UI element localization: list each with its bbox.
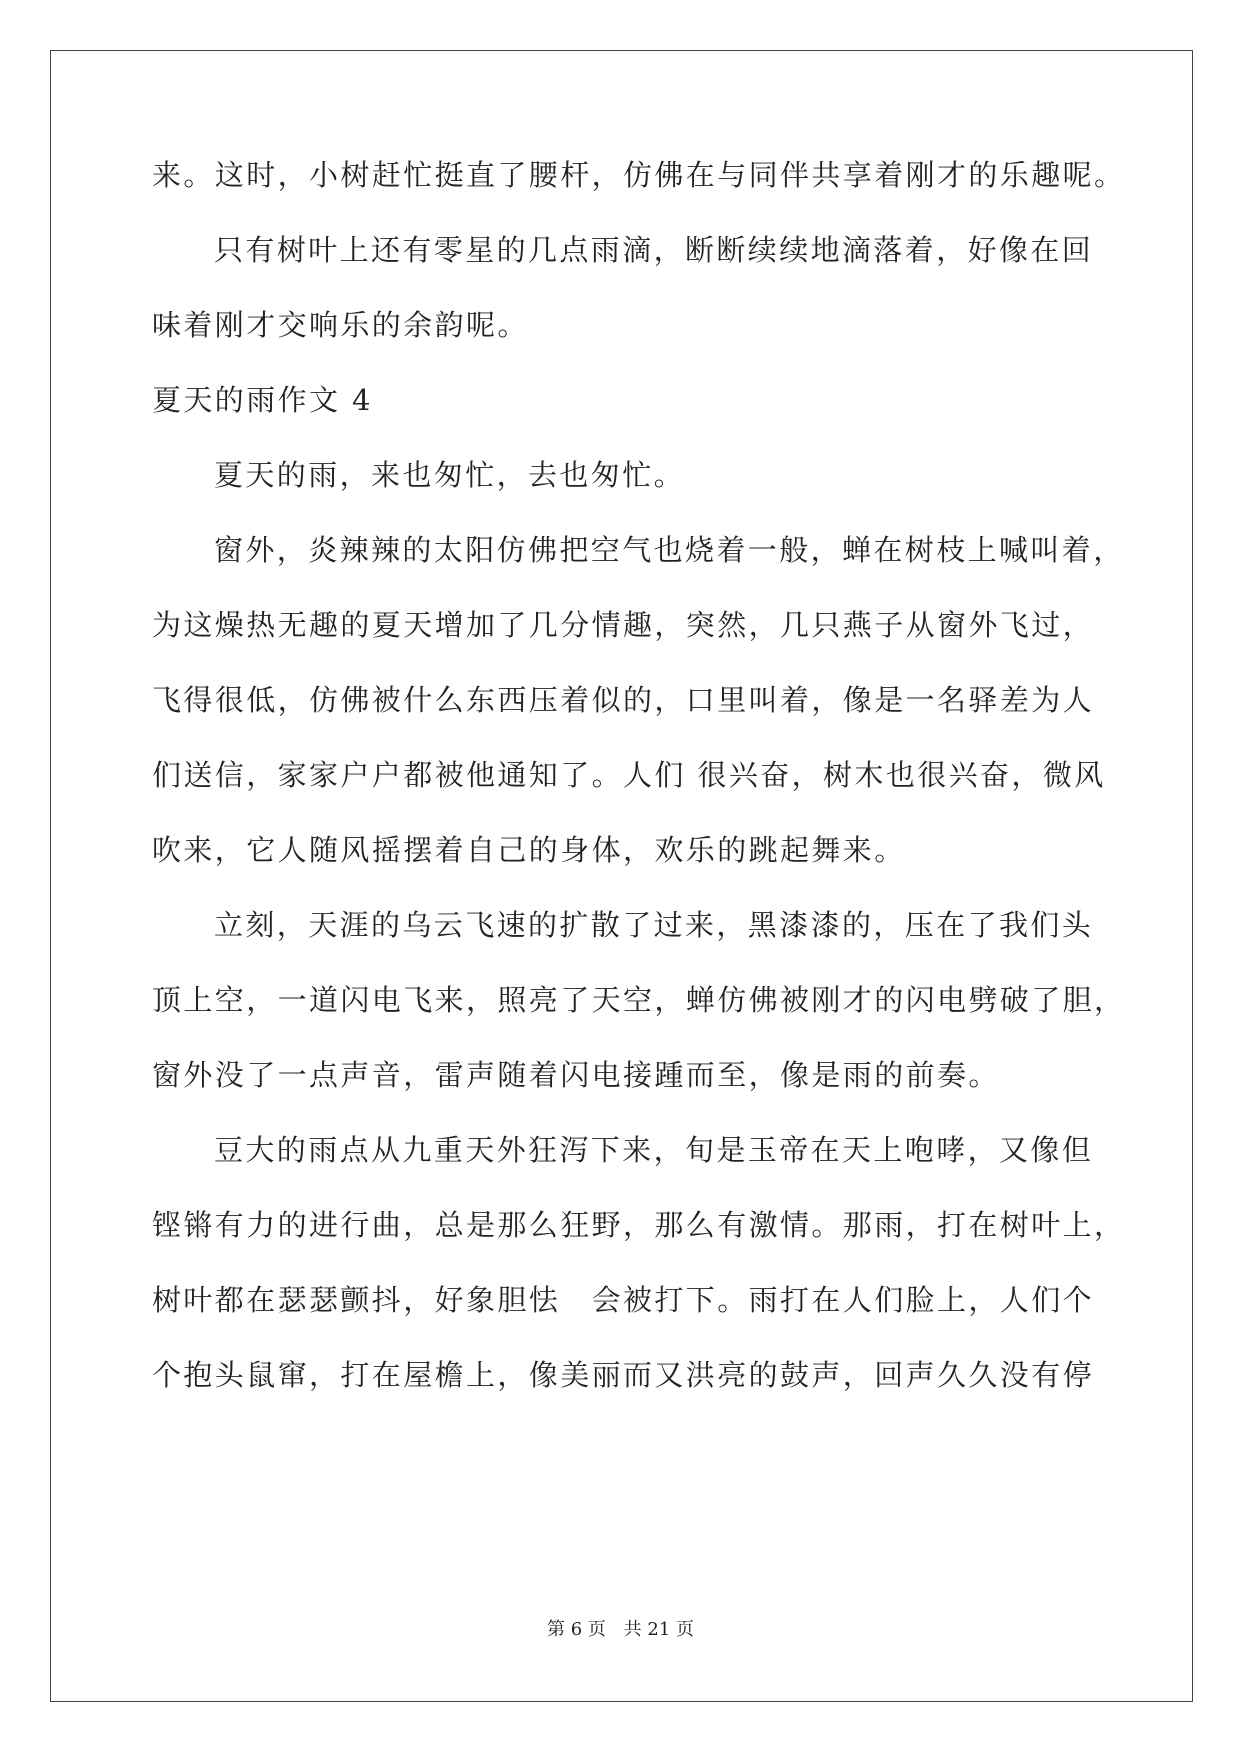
text-line: 夏天的雨，来也匆忙，去也匆忙。 [214,458,686,492]
text-line: 铿锵有力的进行曲，总是那么狂野，那么有激情。那雨，打在树叶上， [152,1208,1126,1242]
section-heading: 夏天的雨作文 4 [152,383,373,417]
text-line: 吹来，它人随风摇摆着自己的身体，欢乐的跳起舞来。 [152,833,906,867]
text-line: 飞得很低，仿佛被什么东西压着似的，口里叫着，像是一名驿差为人 [152,683,1095,717]
text-line: 豆大的雨点从九重天外狂泻下来，旬是玉帝在天上咆哮，又像但 [214,1133,1094,1167]
page-footer [0,1618,1241,1642]
text-line: 树叶都在瑟瑟颤抖，好象胆怯 会被打下。雨打在人们脸上，人们个 [152,1283,1095,1317]
text-line: 为这燥热无趣的夏天增加了几分情趣，突然，几只燕子从窗外飞过， [152,608,1095,642]
text-line: 来。这时，小树赶忙挺直了腰杆，仿佛在与同伴共享着刚才的乐趣呢。 [152,158,1126,192]
page-border [50,50,1193,1702]
text-line: 窗外没了一点声音，雷声随着闪电接踵而至，像是雨的前奏。 [152,1058,1000,1092]
text-line: 味着刚才交响乐的余韵呢。 [152,308,529,342]
text-line: 只有树叶上还有零星的几点雨滴，断断续续地滴落着，好像在回 [214,233,1094,267]
text-line: 窗外，炎辣辣的太阳仿佛把空气也烧着一般，蝉在树枝上喊叫着， [214,533,1125,567]
page-number: 第 6 页 [547,1619,606,1640]
total-pages: 共 21 页 [623,1619,694,1640]
text-line: 顶上空，一道闪电飞来，照亮了天空，蝉仿佛被刚才的闪电劈破了胆， [152,983,1126,1017]
text-line: 立刻，天涯的乌云飞速的扩散了过来，黑漆漆的，压在了我们头 [214,908,1094,942]
text-line: 个抱头鼠窜，打在屋檐上，像美丽而又洪亮的鼓声，回声久久没有停 [152,1358,1095,1392]
text-line: 们送信，家家户户都被他通知了。人们 很兴奋，树木也很兴奋，微风 [152,758,1106,792]
